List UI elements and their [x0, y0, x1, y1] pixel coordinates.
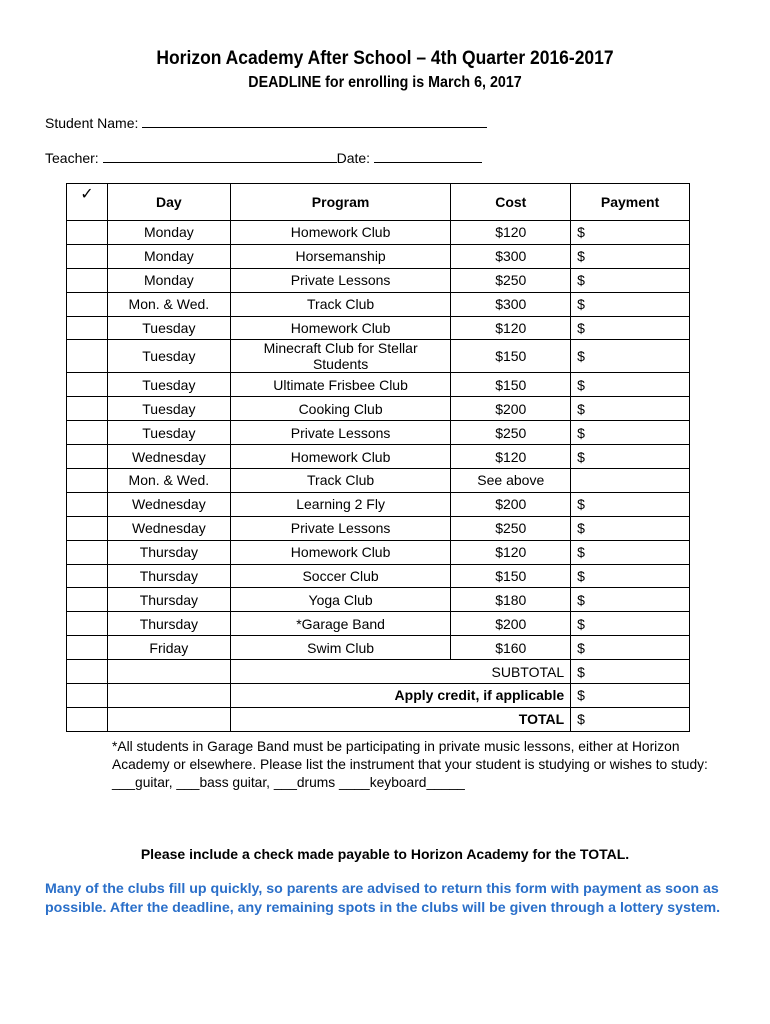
program-cell: Soccer Club [230, 564, 451, 588]
cost-cell: $120 [451, 221, 571, 245]
cost-cell: $150 [451, 373, 571, 397]
select-checkbox-cell[interactable] [67, 421, 108, 445]
payment-column-header: Payment [571, 184, 690, 221]
summary-label: SUBTOTAL [230, 660, 570, 684]
teacher-label: Teacher: [45, 150, 99, 166]
summary-label: TOTAL [230, 707, 570, 731]
day-cell: Monday [107, 268, 230, 292]
cost-cell: $250 [451, 516, 571, 540]
day-column-header: Day [107, 184, 230, 221]
day-cell: Mon. & Wed. [107, 292, 230, 316]
program-cell: *Garage Band [230, 612, 451, 636]
summary-blank-cell [67, 684, 108, 708]
day-cell: Mon. & Wed. [107, 469, 230, 493]
payment-cell[interactable]: $ [571, 221, 690, 245]
payment-cell[interactable]: $ [571, 340, 690, 373]
payment-cell[interactable]: $ [571, 397, 690, 421]
program-cell: Cooking Club [230, 397, 451, 421]
table-row [67, 445, 690, 469]
select-checkbox-cell[interactable] [67, 588, 108, 612]
select-checkbox-cell[interactable] [67, 373, 108, 397]
select-checkbox-cell[interactable] [67, 316, 108, 340]
table-row [67, 564, 690, 588]
program-cell: Minecraft Club for Stellar Students [230, 340, 451, 373]
payment-cell[interactable]: $ [571, 373, 690, 397]
day-cell: Tuesday [107, 340, 230, 373]
day-cell: Tuesday [107, 316, 230, 340]
table-row [67, 292, 690, 316]
summary-payment-cell[interactable]: $ [571, 660, 690, 684]
select-checkbox-cell[interactable] [67, 469, 108, 493]
table-row [67, 397, 690, 421]
payment-cell[interactable]: $ [571, 421, 690, 445]
program-cell: Homework Club [230, 221, 451, 245]
day-cell: Thursday [107, 612, 230, 636]
summary-row [67, 684, 690, 708]
check-column-header: ✓ [67, 184, 108, 221]
program-cell: Ultimate Frisbee Club [230, 373, 451, 397]
program-cell: Homework Club [230, 445, 451, 469]
program-cell: Track Club [230, 469, 451, 493]
payment-cell[interactable]: $ [571, 492, 690, 516]
summary-row [67, 707, 690, 731]
select-checkbox-cell[interactable] [67, 612, 108, 636]
summary-blank-cell [107, 707, 230, 731]
cost-cell: $120 [451, 316, 571, 340]
table-row [67, 612, 690, 636]
select-checkbox-cell[interactable] [67, 492, 108, 516]
student-name-label: Student Name: [45, 115, 139, 131]
payment-cell[interactable]: $ [571, 564, 690, 588]
summary-blank-cell [107, 684, 230, 708]
select-checkbox-cell[interactable] [67, 268, 108, 292]
lottery-notice: Many of the clubs fill up quickly, so parents are advised to return this form with payment as soon as possible. After the deadline, any remaining spots in the clubs will be given through a lottery system. [45, 881, 721, 916]
select-checkbox-cell[interactable] [67, 540, 108, 564]
date-label: Date: [336, 150, 371, 166]
day-cell: Wednesday [107, 516, 230, 540]
table-row [67, 421, 690, 445]
summary-blank-cell [67, 707, 108, 731]
day-cell: Wednesday [107, 445, 230, 469]
select-checkbox-cell[interactable] [67, 564, 108, 588]
day-cell: Tuesday [107, 421, 230, 445]
cost-cell: $200 [451, 397, 571, 421]
student-name-field [45, 114, 487, 131]
cost-cell: $150 [451, 564, 571, 588]
day-cell: Tuesday [107, 373, 230, 397]
day-cell: Tuesday [107, 397, 230, 421]
select-checkbox-cell[interactable] [67, 292, 108, 316]
select-checkbox-cell[interactable] [67, 244, 108, 268]
table-row [67, 316, 690, 340]
payment-cell[interactable]: $ [571, 588, 690, 612]
cost-cell: $300 [451, 292, 571, 316]
payment-cell[interactable]: $ [571, 316, 690, 340]
summary-label: Apply credit, if applicable [230, 684, 570, 708]
cost-cell: $300 [451, 244, 571, 268]
payment-cell[interactable]: $ [571, 268, 690, 292]
table-row [67, 636, 690, 660]
select-checkbox-cell[interactable] [67, 397, 108, 421]
select-checkbox-cell[interactable] [67, 516, 108, 540]
cost-cell: See above [451, 469, 571, 493]
select-checkbox-cell[interactable] [67, 221, 108, 245]
program-cell: Homework Club [230, 316, 451, 340]
select-checkbox-cell[interactable] [67, 636, 108, 660]
payment-cell[interactable]: $ [571, 445, 690, 469]
table-row [67, 340, 690, 373]
summary-blank-cell [107, 660, 230, 684]
check-payable-note: Please include a check made payable to Horizon Academy for the TOTAL. [140, 846, 630, 862]
select-checkbox-cell[interactable] [67, 445, 108, 469]
table-header-row [67, 184, 690, 221]
enrollment-table [66, 183, 690, 732]
table-row [67, 492, 690, 516]
cost-cell: $200 [451, 612, 571, 636]
payment-cell[interactable]: $ [571, 612, 690, 636]
cost-cell: $120 [451, 445, 571, 469]
teacher-input[interactable] [103, 149, 337, 163]
table-row [67, 244, 690, 268]
day-cell: Thursday [107, 564, 230, 588]
summary-row [67, 660, 690, 684]
cost-cell: $250 [451, 268, 571, 292]
payment-cell[interactable] [571, 469, 690, 493]
day-cell: Monday [107, 221, 230, 245]
cost-cell: $180 [451, 588, 571, 612]
day-cell: Friday [107, 636, 230, 660]
day-cell: Monday [107, 244, 230, 268]
table-row [67, 469, 690, 493]
cost-cell: $160 [451, 636, 571, 660]
table-row [67, 540, 690, 564]
program-column-header: Program [230, 184, 451, 221]
table-row [67, 268, 690, 292]
payment-cell[interactable]: $ [571, 540, 690, 564]
date-input[interactable] [374, 149, 482, 163]
table-row [67, 588, 690, 612]
summary-blank-cell [67, 660, 108, 684]
program-cell: Swim Club [230, 636, 451, 660]
table-row [67, 373, 690, 397]
program-cell: Private Lessons [230, 268, 451, 292]
cost-cell: $200 [451, 492, 571, 516]
program-cell: Yoga Club [230, 588, 451, 612]
payment-cell[interactable]: $ [571, 244, 690, 268]
payment-cell[interactable]: $ [571, 516, 690, 540]
cost-cell: $120 [451, 540, 571, 564]
cost-column-header: Cost [451, 184, 571, 221]
program-cell: Private Lessons [230, 421, 451, 445]
table-row [67, 221, 690, 245]
table-row [67, 516, 690, 540]
cost-cell: $250 [451, 421, 571, 445]
payment-cell[interactable]: $ [571, 636, 690, 660]
day-cell: Wednesday [107, 492, 230, 516]
student-name-input[interactable] [142, 114, 487, 128]
program-cell: Private Lessons [230, 516, 451, 540]
cost-cell: $150 [451, 340, 571, 373]
summary-payment-cell[interactable]: $ [571, 684, 690, 708]
program-cell: Horsemanship [230, 244, 451, 268]
payment-cell[interactable]: $ [571, 292, 690, 316]
day-cell: Thursday [107, 540, 230, 564]
garage-band-note: *All students in Garage Band must be participating in private music lessons, either at Horizon Academy or elsewhere. Please list the instrument that your student is studying or wishes to study: ___guitar, ___bass guitar, ___drums ____keyboard_____ [112, 739, 708, 790]
day-cell: Thursday [107, 588, 230, 612]
summary-payment-cell[interactable]: $ [571, 707, 690, 731]
program-cell: Homework Club [230, 540, 451, 564]
select-checkbox-cell[interactable] [67, 340, 108, 373]
deadline-subtitle: DEADLINE for enrolling is March 6, 2017 [248, 74, 522, 91]
teacher-date-field [45, 149, 482, 166]
program-cell: Track Club [230, 292, 451, 316]
form-title: Horizon Academy After School – 4th Quarter 2016-2017 [156, 48, 614, 69]
program-cell: Learning 2 Fly [230, 492, 451, 516]
